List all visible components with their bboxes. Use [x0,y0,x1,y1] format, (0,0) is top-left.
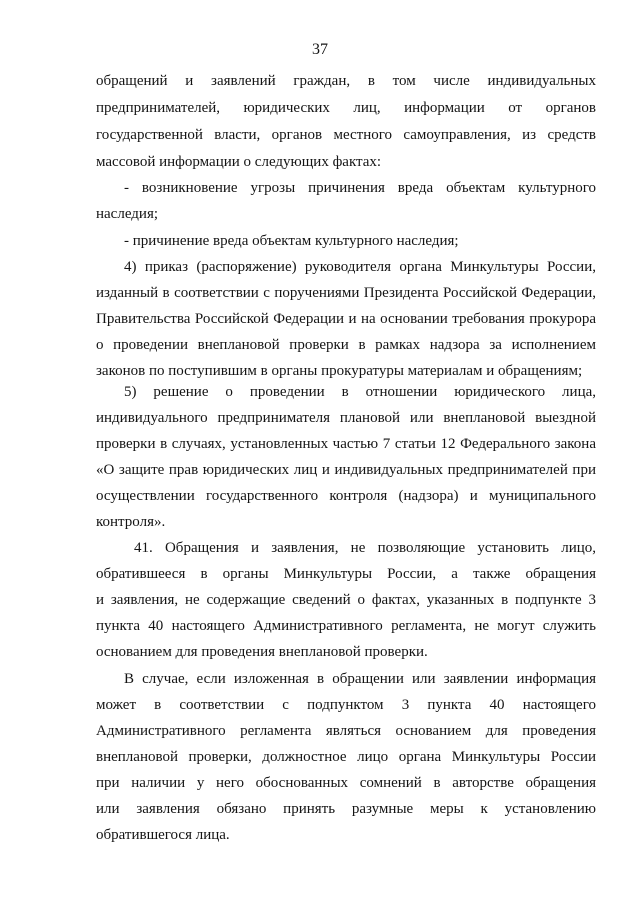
paragraph-line: индивидуального предпринимателя плановой или внеплановой выездной [96,410,596,426]
paragraph-line: или заявления обязано принять разумные меры к установлению [96,801,596,817]
paragraph-line: В случае, если изложенная в обращении или заявлении информация [124,671,596,687]
paragraph-line: - причинение вреда объектам культурного наследия; [124,233,459,249]
paragraph-line: внеплановой проверки, должностное лицо органа Минкультуры России [96,749,596,765]
paragraph-line: контроля». [96,514,166,530]
paragraph-line: о проведении внеплановой проверки в рамках надзора за исполнением [96,337,596,353]
paragraph-line: 5) решение о проведении в отношении юридического лица, [124,384,596,400]
paragraph-line: основанием для проведения внеплановой проверки. [96,644,428,660]
paragraph-line: законов по поступившим в органы прокуратуры материалам и обращениям; [96,363,583,379]
paragraph-line: обратившегося лица. [96,827,230,843]
paragraph-line: при наличии у него обоснованных сомнений в авторстве обращения [96,775,596,791]
paragraph-line: «О защите прав юридических лиц и индивидуальных предпринимателей при [96,462,596,478]
paragraph-line: предпринимателей, юридических лиц, информации от органов [96,100,596,116]
paragraph-line: наследия; [96,206,159,222]
paragraph-line: изданный в соответствии с поручениями Президента Российской Федерации, [96,285,596,301]
paragraph-line: проверки в случаях, установленных частью 7 статьи 12 Федерального закона [96,436,596,452]
paragraph-line: обращений и заявлений граждан, в том числе индивидуальных [96,73,596,89]
paragraph-line: государственной власти, органов местного самоуправления, из средств [96,127,596,143]
paragraph-line: пункта 40 настоящего Административного регламента, не могут служить [96,618,596,634]
paragraph-line: массовой информации о следующих фактах: [96,154,382,170]
paragraph-line: 41. Обращения и заявления, не позволяющие установить лицо, [134,540,596,556]
paragraph-line: осуществлении государственного контроля (надзора) и муниципального [96,488,596,504]
paragraph-line: 4) приказ (распоряжение) руководителя органа Минкультуры России, [124,259,596,275]
page-number: 37 [312,41,328,58]
paragraph-line: Административного регламента являться основанием для проведения [96,723,596,739]
paragraph-line: Правительства Российской Федерации и на основании требования прокурора [96,311,596,327]
paragraph-line: и заявления, не содержащие сведений о фактах, указанных в подпункте 3 [96,592,596,608]
paragraph-line: может в соответствии с подпунктом 3 пункта 40 настоящего [96,697,596,713]
paragraph-line: обратившееся в органы Минкультуры России, а также обращения [96,566,596,582]
paragraph-line: - возникновение угрозы причинения вреда объектам культурного [124,180,596,196]
